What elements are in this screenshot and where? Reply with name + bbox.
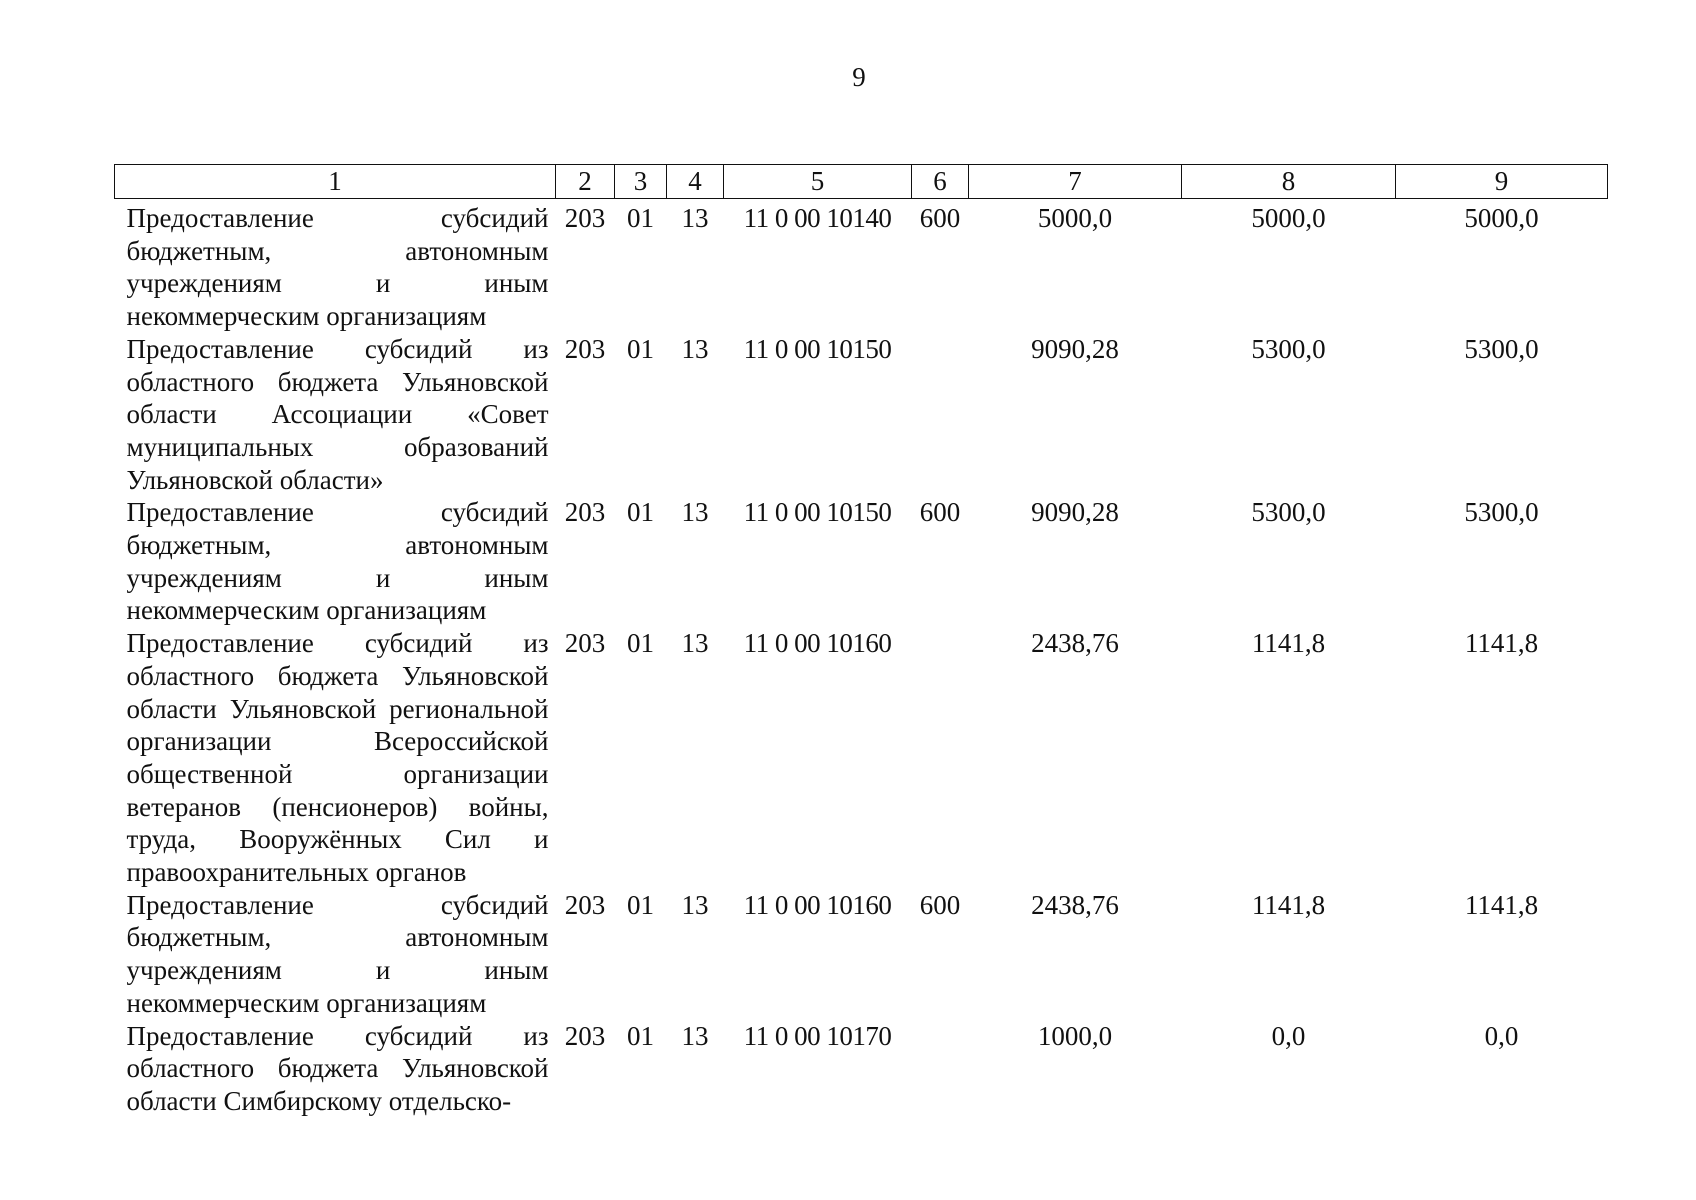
row-col-9: 5300,0: [1464, 333, 1539, 364]
row-col-2: 203: [564, 333, 606, 364]
table-row: [115, 199, 1608, 333]
header-col-5: 5: [724, 165, 912, 199]
header-col-3: 3: [615, 165, 667, 199]
row-col-6: 600: [919, 203, 961, 233]
row-col-7: 9090,28: [1031, 497, 1119, 528]
row-col-6: [912, 1020, 969, 1118]
row-col-4: 13: [681, 889, 709, 920]
row-col-8: 1141,8: [1251, 889, 1326, 920]
row-col-5: 11 0 00 10160: [743, 628, 892, 659]
table-row: [115, 1020, 1608, 1118]
row-name: Предоставление субсидий бюджетным, автономным учреждениям и иным некоммерческим организациям: [126, 497, 549, 626]
row-col-2: 203: [564, 628, 606, 659]
header-col-4: 4: [667, 165, 724, 199]
row-col-3: 01: [627, 1020, 654, 1051]
row-col-5: 11 0 00 10160: [743, 889, 892, 920]
row-col-4: 13: [681, 203, 709, 233]
row-col-9: 5000,0: [1464, 203, 1539, 233]
row-col-9: 1141,8: [1464, 628, 1539, 659]
page-number: 9: [852, 62, 866, 92]
row-col-6: [912, 333, 969, 497]
row-col-2: 203: [564, 1020, 606, 1051]
row-col-8: 5000,0: [1251, 203, 1326, 233]
row-col-6: 600: [919, 497, 961, 528]
row-col-3: 01: [627, 203, 654, 233]
row-col-6: [912, 627, 969, 889]
row-col-6: 600: [919, 889, 961, 920]
row-col-7: 2438,76: [1031, 889, 1119, 920]
header-col-9: 9: [1396, 165, 1608, 199]
row-col-5: 11 0 00 10150: [743, 497, 892, 528]
row-col-2: 203: [564, 203, 606, 233]
row-col-5: 11 0 00 10170: [743, 1020, 892, 1051]
header-col-6: 6: [912, 165, 969, 199]
row-col-3: 01: [627, 497, 654, 528]
row-col-4: 13: [681, 333, 709, 364]
header-col-1: 1: [115, 165, 556, 199]
table-header-row: [115, 165, 1608, 199]
header-col-8: 8: [1182, 165, 1396, 199]
row-col-9: 1141,8: [1464, 889, 1539, 920]
row-col-7: 1000,0: [1037, 1020, 1113, 1051]
row-col-4: 13: [681, 1020, 709, 1051]
table-row: [115, 333, 1608, 497]
row-col-7: 5000,0: [1037, 203, 1113, 233]
budget-table: [114, 164, 1608, 1118]
row-col-2: 203: [564, 889, 606, 920]
row-col-8: 0,0: [1271, 1020, 1306, 1051]
row-name: Предоставление субсидий из областного бюджета Ульяновской области Симбирскому отдельско-: [126, 1020, 549, 1116]
row-col-5: 11 0 00 10150: [743, 333, 892, 364]
header-col-2: 2: [556, 165, 615, 199]
row-name: Предоставление субсидий бюджетным, автономным учреждениям и иным некоммерческим организациям: [126, 203, 549, 332]
row-col-4: 13: [681, 628, 709, 659]
row-col-2: 203: [564, 497, 606, 528]
table-row: [115, 627, 1608, 889]
row-col-5: 11 0 00 10140: [743, 203, 892, 233]
row-name: Предоставление субсидий бюджетным, автономным учреждениям и иным некоммерческим организациям: [126, 889, 549, 1018]
row-col-7: 9090,28: [1031, 333, 1119, 364]
row-name: Предоставление субсидий из областного бюджета Ульяновской области Ульяновской региональной организации Всероссийской общественной организации ветеранов (пенсионеров) войны, труда, Вооружённых Сил и правоохранительных органов: [126, 628, 549, 888]
row-name: Предоставление субсидий из областного бюджета Ульяновской области Ассоциации «Совет муниципальных образований Ульяновской области»: [126, 333, 549, 495]
header-col-7: 7: [969, 165, 1182, 199]
row-col-8: 5300,0: [1251, 497, 1326, 528]
row-col-7: 2438,76: [1031, 628, 1119, 659]
row-col-8: 5300,0: [1251, 333, 1326, 364]
row-col-3: 01: [627, 889, 654, 920]
table-row: [115, 889, 1608, 1020]
table-row: [115, 496, 1608, 627]
row-col-8: 1141,8: [1251, 628, 1326, 659]
row-col-4: 13: [681, 497, 709, 528]
row-col-3: 01: [627, 333, 654, 364]
row-col-9: 0,0: [1484, 1020, 1519, 1051]
row-col-3: 01: [627, 628, 654, 659]
row-col-9: 5300,0: [1464, 497, 1539, 528]
